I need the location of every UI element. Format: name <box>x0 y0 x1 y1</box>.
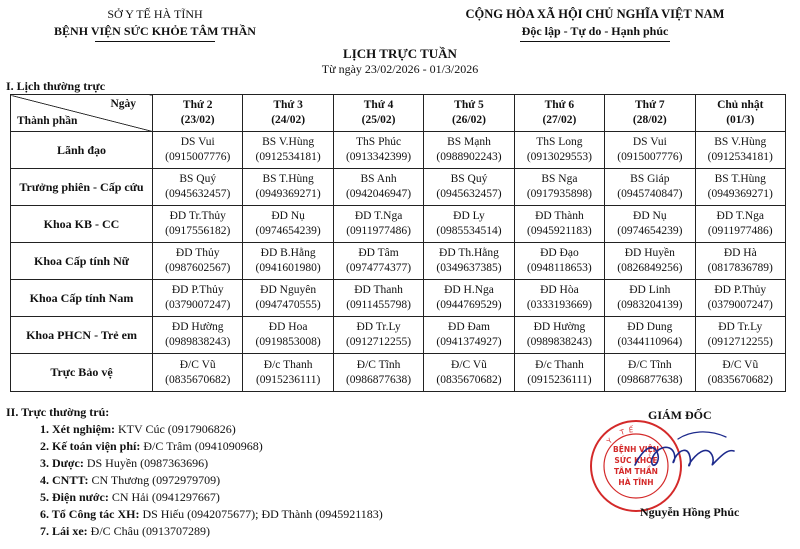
duty-cell <box>424 317 514 354</box>
duty-cell <box>153 317 243 354</box>
duty-row <box>11 317 786 354</box>
resident-duty-label: 2. Kế toán viện phí: <box>40 439 141 453</box>
duty-cell <box>695 169 785 206</box>
duty-cell <box>333 206 423 243</box>
staff-phone: (0913342399) <box>345 151 412 163</box>
day-date: (27/02) <box>542 114 577 126</box>
resident-duty-item <box>40 523 383 540</box>
staff-phone: (0986877638) <box>617 373 683 386</box>
duty-cell <box>605 354 695 392</box>
staff-name: DS Vui <box>632 136 667 148</box>
staff-name: ĐD Nụ <box>633 210 667 222</box>
duty-cell <box>605 243 695 280</box>
duty-role-cell: Khoa Cấp tính Nữ <box>11 243 153 280</box>
staff-phone: (0915236111) <box>527 373 592 386</box>
duty-cell <box>695 206 785 243</box>
staff-phone: (0912712255) <box>707 336 773 348</box>
section1-title: I. Lịch thường trực <box>6 79 106 93</box>
nation-name: CỘNG HÒA XÃ HỘI CHỦ NGHĨA VIỆT NAM <box>465 7 725 21</box>
duty-cell <box>333 169 423 206</box>
day-header-wed <box>333 95 423 132</box>
day-date: (26/02) <box>452 114 486 126</box>
staff-name: ĐD Th.Hằng <box>439 247 499 259</box>
header-left-underline <box>95 41 215 42</box>
staff-phone: (0911455798) <box>346 299 411 311</box>
staff-name: BS T.Hùng <box>262 173 314 185</box>
header-right <box>420 6 770 42</box>
day-name: Thứ 5 <box>454 99 484 111</box>
staff-name: Đ/C Tĩnh <box>628 358 672 371</box>
resident-duty-item <box>40 506 383 523</box>
staff-name: ĐD Thành <box>535 210 584 222</box>
duty-cell <box>514 206 604 243</box>
corner-part-label: Thành phần <box>17 115 78 127</box>
section2-title: II. Trực thường trú: <box>6 405 110 419</box>
header-left <box>30 6 280 42</box>
resident-duty-label: 4. CNTT: <box>40 473 89 487</box>
duty-role-cell: Khoa KB - CC <box>11 206 153 243</box>
ministry-name: SỞ Y TẾ HÀ TĨNH <box>107 7 203 21</box>
director-signature <box>630 425 740 480</box>
duty-row <box>11 354 786 392</box>
duty-role-cell: Khoa PHCN - Trẻ em <box>11 317 153 354</box>
staff-name: ĐD T.Nga <box>354 210 403 222</box>
staff-name: ĐD Tr.Thủy <box>169 210 226 222</box>
resident-duty-value: CN Hải (0941297667) <box>111 490 220 504</box>
staff-phone: (0941374927) <box>436 336 502 348</box>
staff-phone: (0989838243) <box>165 336 231 348</box>
duty-cell <box>695 317 785 354</box>
staff-phone: (0912534181) <box>255 151 321 163</box>
staff-name: ĐD Tr.Ly <box>718 321 763 333</box>
duty-cell <box>153 206 243 243</box>
staff-name: BS T.Hùng <box>714 173 766 185</box>
staff-phone: (0835670682) <box>707 373 773 386</box>
staff-name: ĐD Linh <box>629 284 671 296</box>
staff-name: BS V.Hùng <box>262 136 315 148</box>
resident-duty-value: KTV Cúc (0917906826) <box>118 422 236 436</box>
staff-phone: (0349637385) <box>436 262 502 274</box>
staff-name: BS Quý <box>450 173 488 185</box>
day-date: (24/02) <box>271 114 306 126</box>
staff-name: ĐD Hoa <box>268 321 308 333</box>
day-name: Chủ nhật <box>717 99 764 111</box>
duty-cell <box>514 317 604 354</box>
duty-cell <box>243 280 333 317</box>
duty-cell <box>243 354 333 392</box>
resident-duty-value: DS Hiếu (0942075677); ĐD Thành (0945921183) <box>142 507 383 521</box>
duty-cell <box>153 243 243 280</box>
staff-name: ThS Phúc <box>356 136 402 148</box>
day-date: (25/02) <box>361 114 396 126</box>
staff-name: ĐD Nụ <box>271 210 305 222</box>
staff-name: ĐD Dung <box>627 321 673 333</box>
duty-cell <box>424 169 514 206</box>
staff-name: ĐD T.Nga <box>716 210 764 222</box>
duty-cell <box>153 132 243 169</box>
table-corner-cell <box>11 95 153 132</box>
resident-duty-item <box>40 472 383 489</box>
duty-cell <box>514 280 604 317</box>
duty-cell <box>605 132 695 169</box>
staff-phone: (0986877638) <box>345 373 412 386</box>
duty-cell <box>424 243 514 280</box>
staff-phone: (0983204139) <box>617 299 683 311</box>
staff-phone: (0835670682) <box>165 373 231 386</box>
duty-cell <box>424 132 514 169</box>
hospital-name: BỆNH VIỆN SỨC KHỎE TÂM THẦN <box>54 24 256 38</box>
staff-phone: (0379007247) <box>165 299 231 311</box>
staff-name: ĐD Hường <box>533 321 586 333</box>
duty-cell <box>333 132 423 169</box>
resident-duty-label: 1. Xét nghiệm: <box>40 422 115 436</box>
duty-cell <box>695 280 785 317</box>
staff-phone: (0911977486) <box>346 225 411 237</box>
resident-duty-value: Đ/C Trâm (0941090968) <box>143 439 263 453</box>
duty-cell <box>605 206 695 243</box>
day-header-mon <box>153 95 243 132</box>
resident-duty-value: CN Thương (0972979709) <box>91 473 221 487</box>
duty-cell <box>243 132 333 169</box>
duty-cell <box>153 280 243 317</box>
resident-duty-value: Đ/C Châu (0913707289) <box>90 524 210 538</box>
day-header-sat <box>605 95 695 132</box>
staff-name: ĐD Hòa <box>540 284 579 296</box>
duty-cell <box>695 354 785 392</box>
duty-cell <box>514 354 604 392</box>
staff-name: Đ/c Thanh <box>263 358 313 371</box>
staff-name: Đ/C Tĩnh <box>356 358 401 371</box>
resident-duty-item <box>40 438 383 455</box>
duty-cell <box>333 317 423 354</box>
staff-name: ĐD Ly <box>453 210 485 222</box>
staff-phone: (0942046947) <box>345 188 412 200</box>
day-date: (23/02) <box>180 114 215 126</box>
stamp-line: HÀ TĨNH <box>618 478 654 487</box>
staff-name: ThS Long <box>536 136 583 148</box>
staff-name: Đ/c Thanh <box>535 358 584 371</box>
staff-name: Đ/C Vũ <box>179 358 216 371</box>
duty-cell <box>243 206 333 243</box>
staff-phone: (0333193669) <box>526 299 592 311</box>
duty-cell <box>424 354 514 392</box>
staff-name: ĐD Thanh <box>354 284 403 296</box>
staff-name: Đ/C Vũ <box>451 358 487 371</box>
document-title: LỊCH TRỰC TUẦN <box>343 46 457 61</box>
staff-phone: (0379007247) <box>707 299 773 311</box>
resident-duty-item <box>40 489 383 506</box>
duty-cell <box>243 169 333 206</box>
duty-table <box>10 94 786 392</box>
staff-phone: (0948118653) <box>527 262 592 274</box>
staff-phone: (0944769529) <box>436 299 502 311</box>
staff-phone: (0945632457) <box>436 188 502 200</box>
day-header-sun <box>695 95 785 132</box>
duty-cell <box>424 280 514 317</box>
duty-cell <box>243 317 333 354</box>
staff-phone: (0945921183) <box>527 225 592 237</box>
staff-phone: (0915236111) <box>255 373 321 386</box>
day-header-fri <box>514 95 604 132</box>
staff-phone: (0947470555) <box>255 299 321 311</box>
staff-name: ĐD Tâm <box>358 247 399 259</box>
day-name: Thứ 4 <box>363 99 394 111</box>
staff-name: ĐD Hường <box>171 321 224 333</box>
staff-phone: (0987602567) <box>165 262 231 274</box>
signature-title: GIÁM ĐỐC <box>648 408 712 422</box>
corner-day-label: Ngày <box>110 98 136 110</box>
duty-row <box>11 169 786 206</box>
stamp-line: SỨC KHỎE <box>614 456 658 465</box>
staff-name: ĐD Huyền <box>624 247 675 259</box>
staff-phone: (0941601980) <box>255 262 321 274</box>
staff-phone: (0344110964) <box>617 336 683 348</box>
duty-cell <box>333 354 423 392</box>
duty-cell <box>514 169 604 206</box>
staff-phone: (0817836789) <box>707 262 773 274</box>
staff-phone: (0974654239) <box>617 225 683 237</box>
duty-cell <box>333 243 423 280</box>
day-header-tue <box>243 95 333 132</box>
duty-cell <box>243 243 333 280</box>
duty-cell <box>605 317 695 354</box>
duty-table-header-row <box>11 95 786 132</box>
staff-name: ĐD Tr.Ly <box>356 321 401 333</box>
duty-cell <box>333 280 423 317</box>
signature-flourish <box>678 432 726 439</box>
resident-duty-label: 6. Tổ Công tác XH: <box>40 507 140 521</box>
resident-duty-item <box>40 421 383 438</box>
day-date: (01/3) <box>726 114 755 126</box>
day-name: Thứ 3 <box>273 99 303 111</box>
duty-cell <box>514 132 604 169</box>
staff-name: Đ/C Vũ <box>722 358 759 371</box>
duty-cell <box>424 206 514 243</box>
staff-phone: (0949369271) <box>707 188 773 200</box>
staff-phone: (0915007776) <box>165 151 231 163</box>
duty-row <box>11 206 786 243</box>
duty-role-cell: Lãnh đạo <box>11 132 153 169</box>
staff-phone: (0917556182) <box>165 225 231 237</box>
duty-row <box>11 280 786 317</box>
staff-phone: (0911977486) <box>707 225 773 237</box>
staff-phone: (0913029553) <box>526 151 592 163</box>
staff-phone: (0989838243) <box>526 336 592 348</box>
day-date: (28/02) <box>632 114 667 126</box>
staff-name: ĐD Đạo <box>540 247 579 259</box>
staff-name: ĐD H.Nga <box>444 284 494 296</box>
staff-name: ĐD B.Hằng <box>260 247 316 259</box>
duty-role-cell: Trực Bảo vệ <box>11 354 153 392</box>
staff-phone: (0945632457) <box>165 188 231 200</box>
staff-name: ĐD Hà <box>723 247 757 259</box>
staff-phone: (0912712255) <box>345 336 412 348</box>
staff-name: DS Vui <box>180 136 215 148</box>
staff-name: ĐD Thủy <box>175 247 220 259</box>
staff-name: ĐD P.Thủy <box>714 284 767 296</box>
day-header-thu <box>424 95 514 132</box>
stamp-line: BỆNH VIỆN <box>613 445 659 454</box>
staff-phone: (0826849256) <box>617 262 683 274</box>
duty-cell <box>153 169 243 206</box>
day-name: Thứ 6 <box>544 99 575 111</box>
staff-name: BS Nga <box>541 173 578 185</box>
staff-phone: (0988902243) <box>436 151 502 163</box>
duty-cell <box>153 354 243 392</box>
staff-name: ĐD Nguyên <box>260 284 317 296</box>
staff-name: BS Anh <box>360 173 397 185</box>
day-name: Thứ 2 <box>182 99 213 111</box>
resident-duty-label: 5. Điện nước: <box>40 490 109 504</box>
nation-motto: Độc lập - Tự do - Hạnh phúc <box>521 24 669 38</box>
duty-cell <box>695 132 785 169</box>
duty-cell <box>605 169 695 206</box>
duty-cell <box>605 280 695 317</box>
staff-phone: (0919853008) <box>255 336 321 348</box>
staff-phone: (0912534181) <box>707 151 773 163</box>
staff-phone: (0945740847) <box>617 188 683 200</box>
staff-phone: (0974774377) <box>345 262 412 274</box>
duty-cell <box>695 243 785 280</box>
staff-name: BS V.Hùng <box>714 136 767 148</box>
staff-phone: (0949369271) <box>255 188 321 200</box>
duty-role-cell: Khoa Cấp tính Nam <box>11 280 153 317</box>
stamp-ring-path: Y TẾ <box>605 425 638 446</box>
header-right-underline <box>520 41 670 42</box>
resident-duty-label: 3. Dược: <box>40 456 84 470</box>
staff-phone: (0985534514) <box>436 225 502 237</box>
staff-phone: (0915007776) <box>617 151 683 163</box>
signature-stroke <box>635 447 734 465</box>
staff-name: ĐD P.Thủy <box>171 284 224 296</box>
duty-row <box>11 132 786 169</box>
duty-table-body <box>11 132 786 392</box>
staff-phone: (0974654239) <box>255 225 321 237</box>
resident-duty-value: DS Huyền (0987363696) <box>86 456 209 470</box>
document-date-range: Từ ngày 23/02/2026 - 01/3/2026 <box>321 62 479 76</box>
duty-row <box>11 243 786 280</box>
staff-name: BS Mạnh <box>447 136 491 148</box>
duty-cell <box>514 243 604 280</box>
resident-duty-label: 7. Lái xe: <box>40 524 88 538</box>
day-name: Thứ 7 <box>635 99 665 111</box>
staff-phone: (0917935898) <box>526 188 592 200</box>
stamp-line: TÂM THẦN <box>614 467 658 476</box>
director-name: Nguyễn Hồng Phúc <box>640 505 740 519</box>
staff-name: BS Quý <box>179 173 217 185</box>
resident-duty-list <box>40 421 383 540</box>
resident-duty-item <box>40 455 383 472</box>
staff-phone: (0835670682) <box>436 373 502 386</box>
staff-name: ĐD Đam <box>448 321 490 333</box>
staff-name: BS Giáp <box>630 173 670 185</box>
duty-role-cell: Trưởng phiên - Cấp cứu <box>11 169 153 206</box>
